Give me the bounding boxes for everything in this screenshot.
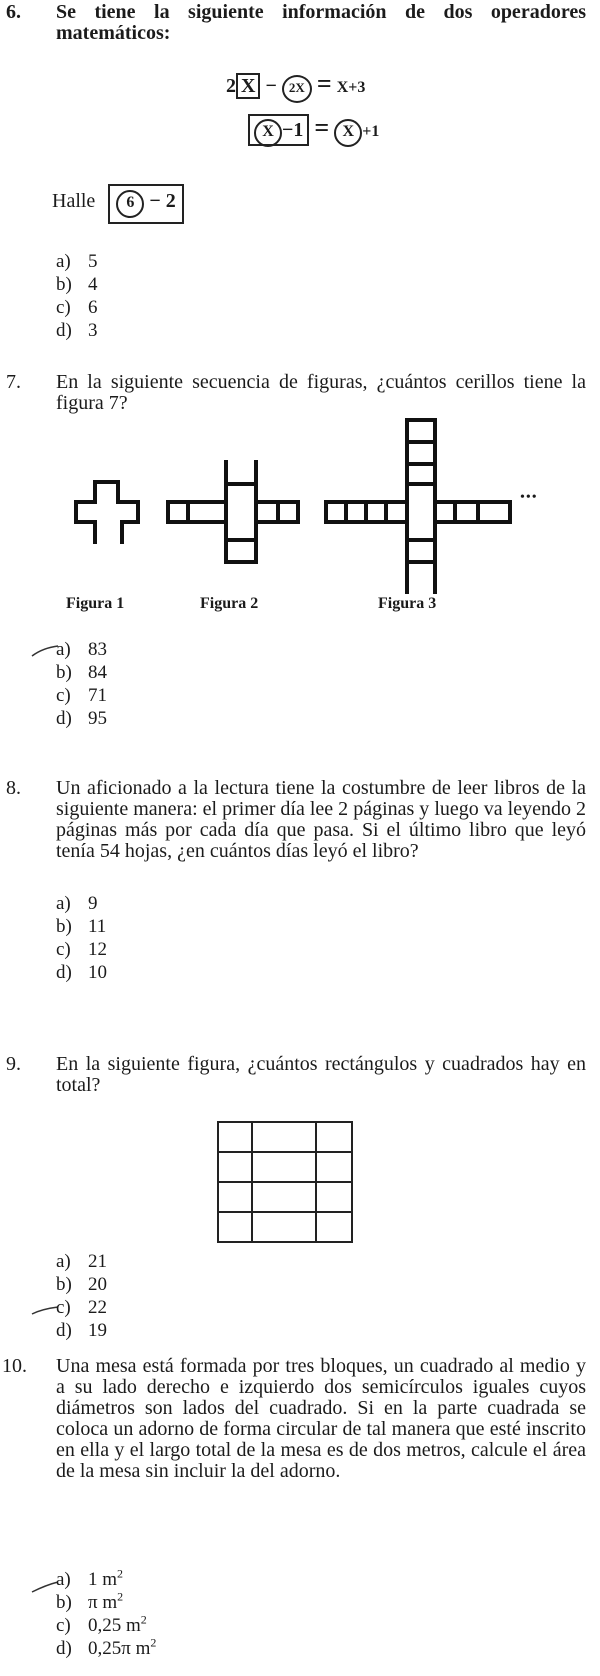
- options-list: [56, 892, 107, 984]
- option-c[interactable]: c) 0,25 $m^2$: [56, 1612, 147, 1636]
- find-expression: Halle 6 − 2: [52, 184, 184, 224]
- question-stem: Un aficionado a la lectura tiene la costumbre de leer libros de la siguiente manera: el primer día lee 2 páginas y luego va leyendo 2 páginas más por cada día que pasa. Si el último libro que leyó tenía 54 hojas, ¿en cuántos días leyó el libro?: [56, 777, 586, 862]
- options-list: [56, 638, 107, 730]
- rectangle-grid-figure: [216, 1120, 356, 1246]
- figure-label: Figura 3: [378, 595, 437, 612]
- option-c[interactable]: c) 6: [56, 297, 98, 318]
- option-b[interactable]: b) 84: [56, 662, 107, 683]
- question-6: [0, 2, 600, 347]
- option-c[interactable]: c) 22: [56, 1297, 107, 1318]
- question-stem: En la siguiente figura, ¿cuántos rectángulos y cuadrados hay en total?: [56, 1053, 586, 1096]
- option-d[interactable]: d) 10: [56, 962, 107, 983]
- option-b[interactable]: b) π $m^2$: [56, 1589, 124, 1613]
- question-number: 10.: [2, 1355, 27, 1377]
- circle-operator: 2X: [282, 75, 312, 103]
- option-a[interactable]: a) 83: [56, 639, 107, 660]
- question-7: [0, 372, 600, 772]
- option-d[interactable]: d) 0,25π $m^2$: [56, 1635, 157, 1659]
- options-list: [56, 1568, 156, 1660]
- figure-3-shape: [326, 420, 510, 592]
- question-9: [0, 1054, 600, 1344]
- square-operator: X −1: [248, 114, 309, 146]
- option-d[interactable]: d) 3: [56, 320, 98, 341]
- question-stem: En la siguiente secuencia de figuras, ¿cuántos cerillos tiene la figura 7?: [56, 371, 586, 414]
- question-number: 8.: [6, 777, 21, 799]
- question-8: [0, 778, 600, 1038]
- option-a[interactable]: a) 21: [56, 1251, 107, 1272]
- circle-operator: X: [334, 119, 362, 147]
- question-number: 6.: [6, 1, 21, 23]
- option-d[interactable]: d) 19: [56, 1320, 107, 1341]
- circle-operator: X: [254, 119, 282, 147]
- operator-definition-2: X −1 = X +1: [248, 118, 379, 147]
- option-a[interactable]: a) 1 $m^2$: [56, 1566, 124, 1590]
- matchstick-figures: [40, 412, 600, 612]
- question-number: 7.: [6, 371, 21, 393]
- figure-label: Figura 1: [66, 595, 125, 612]
- option-b[interactable]: b) 11: [56, 916, 107, 937]
- figure-1-shape: [76, 482, 138, 542]
- operator-definition-1: 2 X − 2X = X+3: [226, 74, 365, 103]
- sequence-continuation: •••: [520, 490, 538, 505]
- option-d[interactable]: d) 95: [56, 708, 107, 729]
- option-b[interactable]: b) 20: [56, 1274, 107, 1295]
- square-operator: 6 − 2: [108, 184, 183, 224]
- option-c[interactable]: c) 12: [56, 939, 107, 960]
- options-list: [56, 250, 98, 342]
- question-stem: Una mesa está formada por tres bloques, un cuadrado al medio y a su lado derecho e izquierdo dos semicírculos iguales cuyos diámetros son lados del cuadrado. Si en la parte cuadrada se coloca un adorno de forma circular de tal manera que esté inscrito en ella y el largo total de la mesa es de dos metros, calcule el área de la mesa sin incluir la del adorno.: [56, 1355, 586, 1482]
- option-a[interactable]: a) 9: [56, 893, 98, 914]
- option-c[interactable]: c) 71: [56, 685, 107, 706]
- question-stem: Se tiene la siguiente información de dos operadores matemáticos:: [56, 1, 586, 44]
- circle-operator: 6: [116, 190, 144, 218]
- option-a[interactable]: a) 5: [56, 251, 98, 272]
- figure-label: Figura 2: [200, 595, 259, 612]
- options-list: [56, 1250, 107, 1342]
- question-10: [0, 1356, 600, 1674]
- square-operator: X: [236, 73, 260, 99]
- question-number: 9.: [6, 1053, 21, 1075]
- figure-2-shape: [168, 462, 298, 562]
- option-b[interactable]: b) 4: [56, 274, 98, 295]
